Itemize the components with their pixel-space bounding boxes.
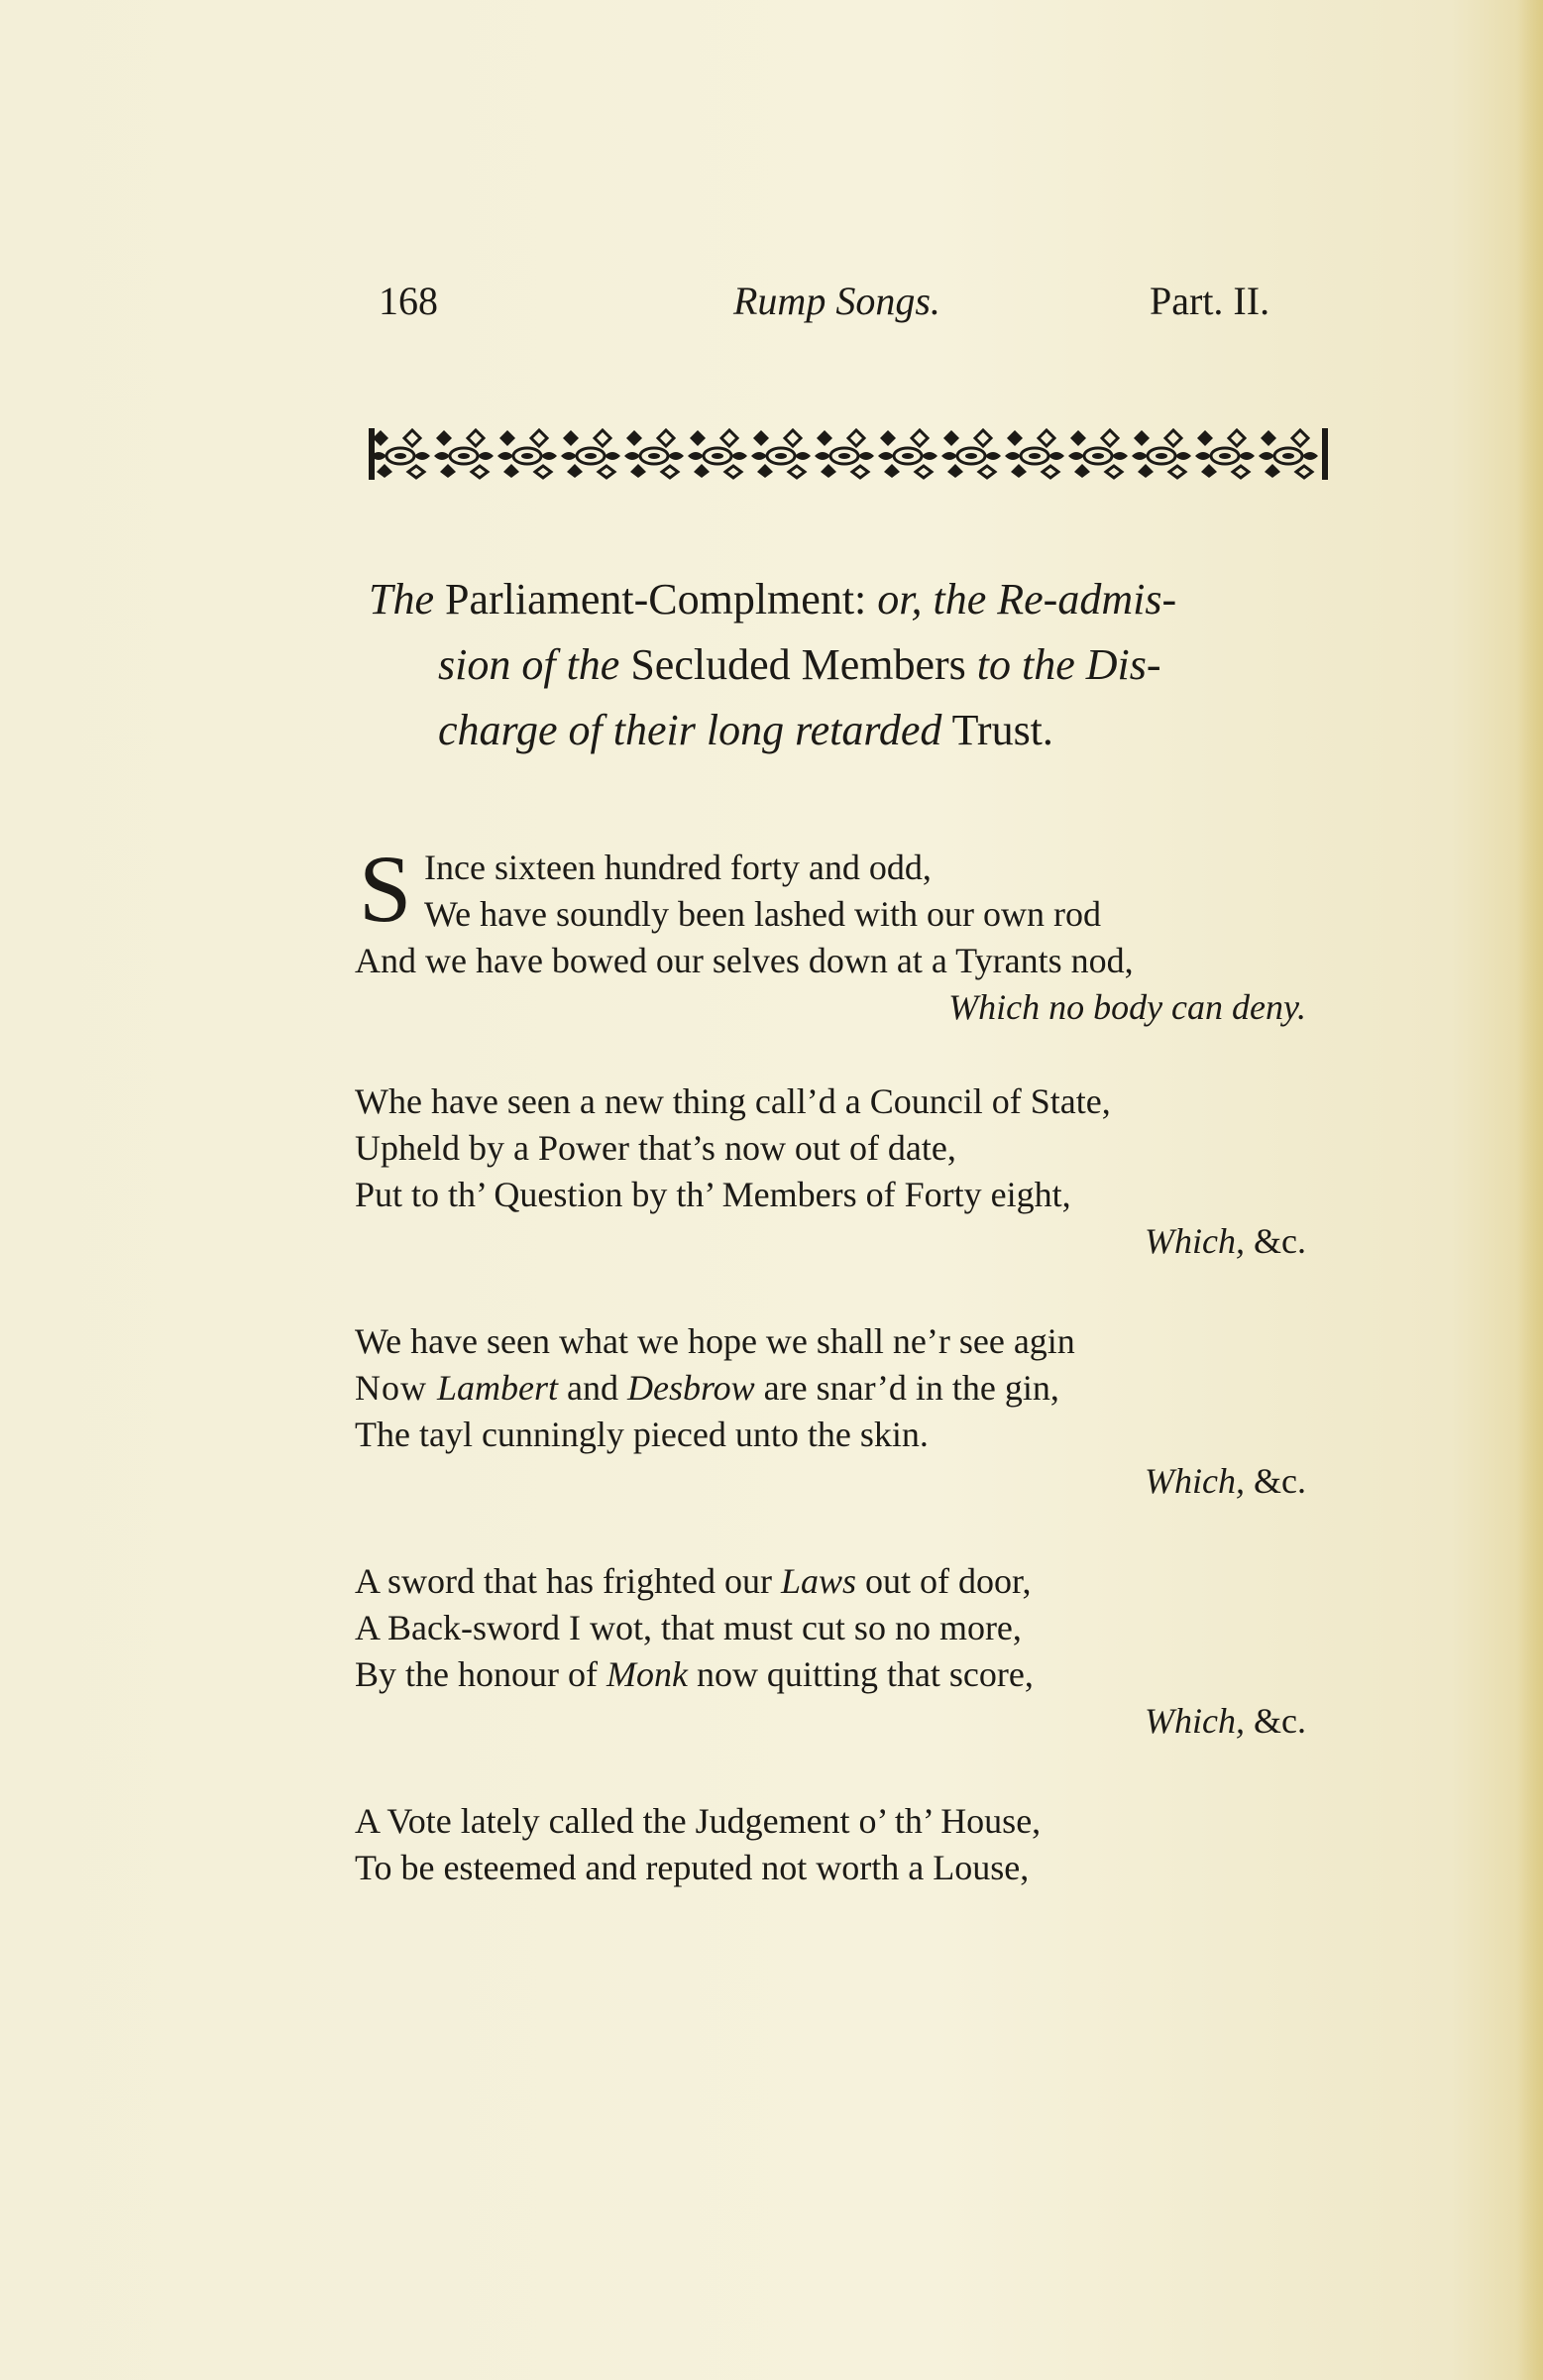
refrain-text: &c. (1245, 1221, 1306, 1261)
refrain-line (355, 1218, 1306, 1265)
decorative-border-icon (369, 428, 1328, 480)
title-line-1 (369, 567, 1320, 632)
verse-line: Put to th’ Question by th’ Members of Forty eight, (355, 1175, 1071, 1214)
stanza-2 (355, 1078, 1306, 1265)
stanza-1 (355, 836, 1306, 1031)
running-title: Rump Songs. (733, 279, 940, 323)
title-text: sion of the (438, 640, 620, 689)
stanza-3 (355, 1318, 1306, 1505)
title-text: The (369, 575, 434, 623)
refrain-line (355, 1698, 1306, 1745)
verse-text: A sword that has frighted our (355, 1561, 781, 1601)
verse-text: Lambert (437, 1368, 559, 1408)
verse-line: We have soundly been lashed with our own rod (424, 894, 1101, 934)
verse-text: and (558, 1368, 627, 1408)
verse-text: Monk (606, 1654, 688, 1694)
verse-text: are snar’d in the gin, (754, 1368, 1059, 1408)
refrain-line (355, 1458, 1306, 1505)
refrain-text: &c. (1245, 1461, 1306, 1501)
verse-line (355, 1558, 1306, 1605)
title-text: charge of their long retarded (438, 706, 942, 754)
verse-text: By the honour of (355, 1654, 606, 1694)
title-line-3 (369, 698, 1320, 763)
refrain-text: Which, (1145, 1221, 1246, 1261)
verse-text: now quitting that score, (687, 1654, 1034, 1694)
refrain-text: Which, (1145, 1701, 1246, 1741)
verse-line: Upheld by a Power that’s now out of date, (355, 1128, 956, 1168)
verse-line: We have seen what we hope we shall ne’r see agin (355, 1321, 1075, 1361)
page-edge-shadow (1517, 0, 1543, 2380)
verse-line: A Vote lately called the Judgement o’ th’ House, (355, 1801, 1042, 1841)
dropcap-lines (355, 836, 1306, 942)
title-text: Secluded Members (619, 640, 977, 689)
verse-text: Laws (780, 1561, 856, 1601)
refrain-text: Which, (1145, 1461, 1246, 1501)
verse-text: Desbrow (627, 1368, 755, 1408)
title-text: or, the Re-admis- (877, 575, 1177, 623)
stanza-4 (355, 1558, 1306, 1745)
running-header (0, 278, 1543, 337)
verse-line: A Back-sword I wot, that must cut so no more, (355, 1608, 1022, 1647)
verse-line: Whe have seen a new thing call’d a Council of State, (355, 1081, 1111, 1121)
poem-title (369, 567, 1320, 763)
verse-line (355, 1365, 1306, 1412)
verse-text: Now (355, 1368, 437, 1408)
verse-line: Ince sixteen hundred forty and odd, (424, 848, 932, 887)
title-text: Trust. (941, 706, 1053, 754)
title-line-2 (369, 632, 1320, 698)
verse-line: And we have bowed our selves down at a Tyrants nod, (355, 941, 1134, 980)
verse-text: out of door, (855, 1561, 1032, 1601)
stanza-5 (355, 1798, 1306, 1891)
verse-line (355, 1651, 1306, 1698)
refrain-text: &c. (1245, 1701, 1306, 1741)
refrain-line: Which no body can deny. (948, 987, 1306, 1027)
verse-line: The tayl cunningly pieced unto the skin. (355, 1415, 929, 1454)
title-text: Parliament-Complment: (434, 575, 878, 623)
drop-cap: S (359, 836, 412, 942)
verse-line: To be esteemed and reputed not worth a Louse, (355, 1848, 1030, 1887)
page-number: 168 (379, 279, 438, 323)
title-text: to the Dis- (976, 640, 1161, 689)
part-label: Part. II. (1150, 279, 1270, 323)
